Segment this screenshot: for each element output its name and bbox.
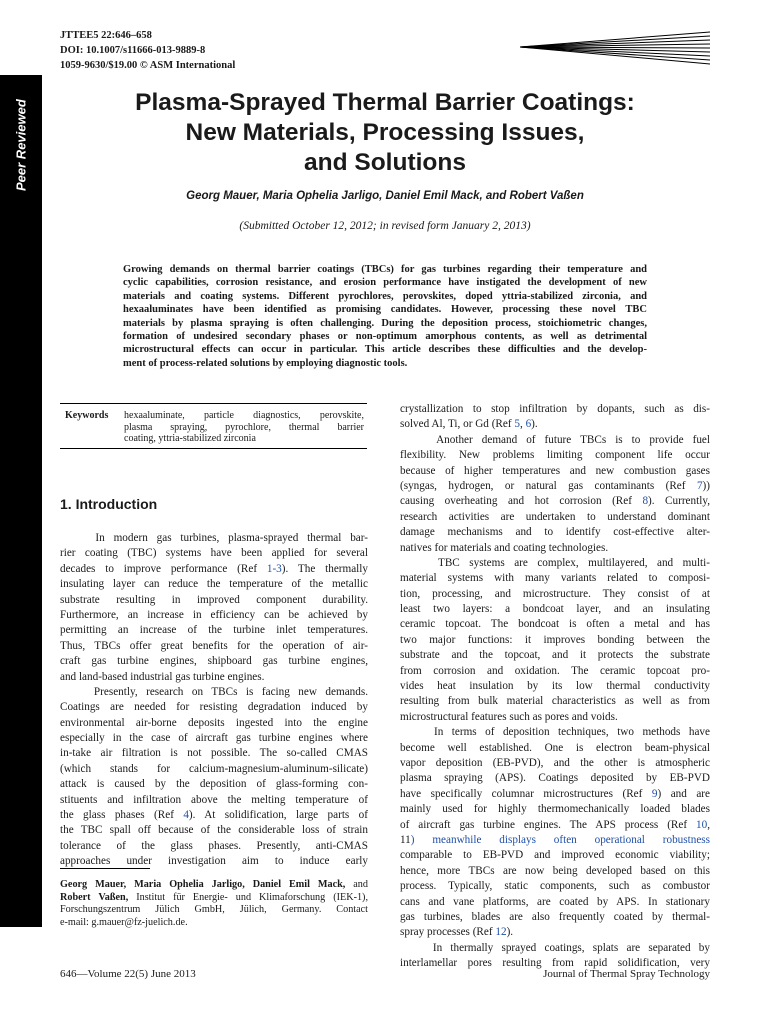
footnote-rule <box>60 868 150 869</box>
keywords-line: plasma spraying, pyrochlore, thermal barrier <box>124 421 364 433</box>
body-text: rier coating (TBC) systems have been applied for several <box>60 547 368 560</box>
abstract <box>123 263 647 370</box>
page-footer-volume: 646—Volume 22(5) June 2013 <box>60 968 196 980</box>
body-text: permitting an increase of the turbine inlet temperatures. <box>60 624 368 637</box>
body-text-line <box>60 654 368 669</box>
body-text: ). The thermally <box>281 562 368 575</box>
body-text: ceramic topcoat. The bondcoat is often a metal and has <box>400 618 710 631</box>
peer-reviewed-label: Peer Reviewed <box>13 99 29 191</box>
body-text: especially in the case of aircraft gas turbine engines where <box>60 732 368 745</box>
keywords-box <box>60 403 367 449</box>
body-text: Thus, TBCs offer great benefits for the operation of air- <box>60 639 368 652</box>
reference-link[interactable]: 10 <box>696 818 708 831</box>
keywords-list <box>124 410 364 445</box>
abstract-line: microstructural effects can occur in particular. This article describes these difficulties and the develop- <box>123 344 647 356</box>
body-text: substrate and the topcoat, and it protects the substrate <box>400 649 710 662</box>
body-text-line <box>400 864 710 879</box>
body-text: of aircraft gas turbine engines. The APS process (Ref <box>400 818 697 831</box>
footnote-bold-name: Robert Vaßen, <box>60 891 129 903</box>
body-text: damage mechanisms and to identify cost-effective alter- <box>400 526 710 539</box>
body-text: stituents and infiltration above the melting temperature of <box>60 793 368 806</box>
body-text-line <box>60 808 368 823</box>
page-footer-journal: Journal of Thermal Spray Technology <box>543 968 710 980</box>
author-list: Georg Mauer, Maria Ophelia Jarligo, Daniel Emil Mack, and Robert Vaßen <box>186 190 584 202</box>
body-text-line <box>400 525 710 540</box>
body-text: because of higher temperatures and new combustion gases <box>400 464 710 477</box>
body-text: mainly used for highly thermomechanically loaded blades <box>400 803 710 816</box>
body-text: solved Al, Ti, or Gd (Ref <box>400 418 515 431</box>
body-text-line <box>400 633 710 648</box>
body-text-line <box>400 694 710 709</box>
body-text: ). <box>506 926 514 939</box>
body-text: from corrosion and oxidation. The ceramic topcoat pro- <box>400 664 710 677</box>
journal-code: JTTEE5 22:646–658 <box>60 30 152 41</box>
body-text-line <box>60 685 368 700</box>
body-text: , <box>707 818 710 831</box>
reference-link[interactable]: 6 <box>525 418 532 431</box>
reference-link[interactable]: 4 <box>183 809 189 822</box>
body-text-line <box>400 741 710 756</box>
body-column-right <box>400 402 710 971</box>
body-text-line <box>400 571 710 586</box>
body-text-line <box>400 679 710 694</box>
body-text: Furthermore, an increase in efficiency can be achieved by <box>60 608 368 621</box>
body-text-line <box>60 746 368 761</box>
body-text: causing overheating and hot corrosion (Ref <box>400 495 643 508</box>
body-text: )) <box>702 479 710 492</box>
body-text: Another demand of future TBCs is to provide fuel <box>400 433 710 446</box>
body-text: hence, more TBCs are now being developed based on this <box>400 864 710 877</box>
abstract-line: Growing demands on thermal barrier coatings (TBCs) for gas turbines regarding their temperature and <box>123 264 647 275</box>
body-text: resulting from bulk material characteristics as well as from <box>400 695 710 708</box>
keywords-label: Keywords <box>65 410 109 421</box>
body-text-line <box>400 818 710 833</box>
body-text-line <box>400 510 710 525</box>
article-title <box>60 88 710 178</box>
abstract-line: materials by plasma spraying is often challenging. During the deposition process, stoichiometric changes, <box>123 317 647 329</box>
body-text: ) and are <box>657 787 710 800</box>
body-text-line <box>60 777 368 792</box>
body-text: vapor deposition (EB-PVD), and the other is atmospheric <box>400 756 710 769</box>
submission-dates: (Submitted October 12, 2012; in revised form January 2, 2013) <box>239 220 531 232</box>
body-text: craft gas turbine engines, shipboard gas turbine engines, <box>60 655 368 668</box>
body-text: In thermally sprayed coatings, splats are separated by <box>400 941 710 954</box>
body-text: vides heat insulation by its low thermal conductivity <box>400 680 710 693</box>
body-text: material systems with many variants related to composi- <box>400 572 710 585</box>
body-text: comparable to EB-PVD and improved economic viability; <box>400 849 710 862</box>
body-text: spray processes (Ref <box>400 926 496 939</box>
body-text-line <box>60 716 368 731</box>
issn-copyright: 1059-9630/$19.00 © ASM International <box>60 60 236 71</box>
body-text: Presently, research on TBCs is facing new demands. <box>60 685 368 698</box>
body-text: substrate resulting in improved component durability. <box>60 593 368 606</box>
header-fan-graphic <box>520 30 712 66</box>
abstract-line: materials and coating systems. Different pyrochlores, perovskites, doped yttria-stabilized zirconia, and <box>123 290 647 302</box>
body-text-line <box>400 464 710 479</box>
reference-link[interactable]: 12 <box>495 926 507 939</box>
title-line: New Materials, Processing Issues, <box>185 119 585 146</box>
body-text: interlamellar pores resulting from rapid solidification, very <box>400 957 710 970</box>
body-text-line <box>60 546 368 561</box>
body-text: environmental air-borne deposits ingested into the engine <box>60 716 368 729</box>
section-heading-introduction: 1. Introduction <box>60 496 158 512</box>
footnote-line: Robert Vaßen, Institut für Energie- und Klimaforschung (IEK-1), <box>60 891 368 903</box>
body-text-line <box>60 608 368 623</box>
body-text: and land-based industrial gas turbine engines. <box>60 670 265 683</box>
abstract-line: ment of process-related solutions by employing diagnostic tools. <box>123 357 408 369</box>
body-text-line <box>400 756 710 771</box>
body-text: decades to improve performance (Ref <box>60 562 267 575</box>
abstract-line: hexaaluminates have been identified as promising candidates. However, processing these novel TBC <box>123 304 647 316</box>
footnote-author-names: Georg Mauer, Maria Ophelia Jarligo, Daniel Emil Mack, <box>60 879 346 890</box>
title-line: Plasma-Sprayed Thermal Barrier Coatings: <box>135 89 635 116</box>
body-text: , <box>519 418 526 431</box>
body-text: in-take air filtration is not possible. The so-called CMAS <box>60 747 368 760</box>
body-text: research activities are undertaken to understand dominant <box>400 510 710 523</box>
author-affiliation-footnote <box>60 879 368 929</box>
abstract-line: cyclic capabilities, corrosion resistance, and erosion performance have instigated the development of new <box>123 277 647 289</box>
reference-link[interactable]: 7 <box>696 479 703 492</box>
body-text-line <box>60 639 368 654</box>
body-text: 11 <box>400 833 411 846</box>
body-text-line <box>400 802 710 817</box>
body-text-line <box>400 664 710 679</box>
body-text-line <box>400 941 710 956</box>
body-text-line <box>60 623 368 638</box>
body-text-line <box>400 879 710 894</box>
body-text: Coatings are needed for resisting degradation induced by <box>60 701 368 714</box>
body-text: crystallization to stop infiltration by dopants, such as dis- <box>400 403 710 415</box>
body-text: In modern gas turbines, plasma-sprayed thermal bar- <box>60 532 368 544</box>
keywords-line: hexaaluminate, particle diagnostics, perovskite, <box>124 410 364 421</box>
reference-link[interactable]: 5 <box>514 418 520 431</box>
body-text: the glass phases (Ref <box>60 809 184 822</box>
body-text: (which stands for calcium-magnesium-aluminum-silicate) <box>60 762 368 775</box>
body-text-line <box>60 670 368 685</box>
body-text-line <box>60 731 368 746</box>
body-text: plasma spraying (APS). Coatings deposited by EB-PVD <box>400 772 710 785</box>
body-text: (syngas, hydrogen, or natural gas contaminants (Ref <box>400 479 697 492</box>
body-text: natives for materials and coating technologies. <box>400 541 609 554</box>
body-text-line <box>400 848 710 863</box>
body-text: cans and vane platforms, are coated by APS. In stationary <box>400 895 710 908</box>
body-text-line <box>60 562 368 577</box>
doi: DOI: 10.1007/s11666-013-9889-8 <box>60 45 206 56</box>
abstract-line: formation of undesired secondary phases or non-optimum amorphous contents, as well as detrimental <box>123 331 647 343</box>
body-text-line <box>400 494 710 509</box>
body-text: flexibility. New problems limiting component life occur <box>400 449 710 462</box>
body-text-line <box>400 417 710 432</box>
body-text-line <box>400 448 710 463</box>
body-text-line <box>400 725 710 740</box>
body-text: tolerance of the glass phases. Presently, anti-CMAS <box>60 839 368 852</box>
reference-link[interactable]: 9 <box>651 787 658 800</box>
reference-link[interactable]: 1-3 <box>266 562 282 575</box>
body-text: gas turbines, blades are also frequently coated by thermal- <box>400 910 710 923</box>
footnote-and: and <box>345 879 368 890</box>
body-text-line <box>400 710 710 725</box>
body-column-left <box>60 531 368 870</box>
footnote-line: Forschungszentrum Jülich GmbH, Jülich, Germany. Contact <box>60 904 368 916</box>
body-text-line <box>400 479 710 494</box>
body-text: two major functions: it improves bonding between the <box>400 633 710 646</box>
reference-link[interactable]: ) meanwhile displays often operational robustness <box>410 833 710 846</box>
body-text-line <box>60 593 368 608</box>
body-text-line <box>400 602 710 617</box>
body-text: process. Typically, static components, such as combustor <box>400 880 710 893</box>
body-text: In terms of deposition techniques, two methods have <box>400 726 710 739</box>
body-text-line <box>400 556 710 571</box>
title-line: and Solutions <box>304 149 466 176</box>
body-text-line <box>400 771 710 786</box>
body-text-line <box>400 895 710 910</box>
body-text: attack is caused by the deposition of glass-forming con- <box>60 778 368 791</box>
footnote-line <box>60 879 368 892</box>
body-text: the TBC spall off because of the considerable loss of strain <box>60 824 368 837</box>
body-text: ). At solidification, large parts of <box>188 809 368 822</box>
body-text-line <box>400 617 710 632</box>
body-text-line <box>400 541 710 556</box>
body-text-line <box>60 577 368 592</box>
body-text: TBC systems are complex, multilayered, and multi- <box>400 556 710 569</box>
article-meta <box>60 28 235 73</box>
body-text-line <box>400 402 710 417</box>
reference-link[interactable]: 8 <box>642 495 649 508</box>
body-text-line <box>60 762 368 777</box>
body-text-line <box>400 587 710 602</box>
body-text: insulating layer can reduce the temperature of the metallic <box>60 578 368 591</box>
body-text-line <box>400 925 710 940</box>
footnote-line: e-mail: g.mauer@fz-juelich.de. <box>60 916 188 928</box>
body-text: become well established. One is electron beam-physical <box>400 741 710 754</box>
body-text: tion, processing, and microstructure. They consist of at <box>400 587 710 600</box>
body-text-line <box>400 910 710 925</box>
body-text-line <box>400 648 710 663</box>
body-text-line <box>400 833 710 848</box>
body-text-line <box>60 793 368 808</box>
body-text: ). Currently, <box>648 495 710 508</box>
body-text: approaches under investigation aim to induce early <box>60 855 368 868</box>
body-text: have specifically columnar microstructures (Ref <box>400 787 652 800</box>
body-text-line <box>400 787 710 802</box>
body-text-line <box>60 700 368 715</box>
body-text: least two layers: a bondcoat layer, and an insulating <box>400 603 710 616</box>
body-text-line <box>400 433 710 448</box>
body-text-line <box>60 839 368 854</box>
body-text: ). <box>531 418 538 431</box>
body-text-line <box>60 823 368 838</box>
body-text-line <box>60 531 368 546</box>
keywords-line: coating, yttria-stabilized zirconia <box>124 433 256 444</box>
body-text: microstructural features such as pores and voids. <box>400 710 618 723</box>
